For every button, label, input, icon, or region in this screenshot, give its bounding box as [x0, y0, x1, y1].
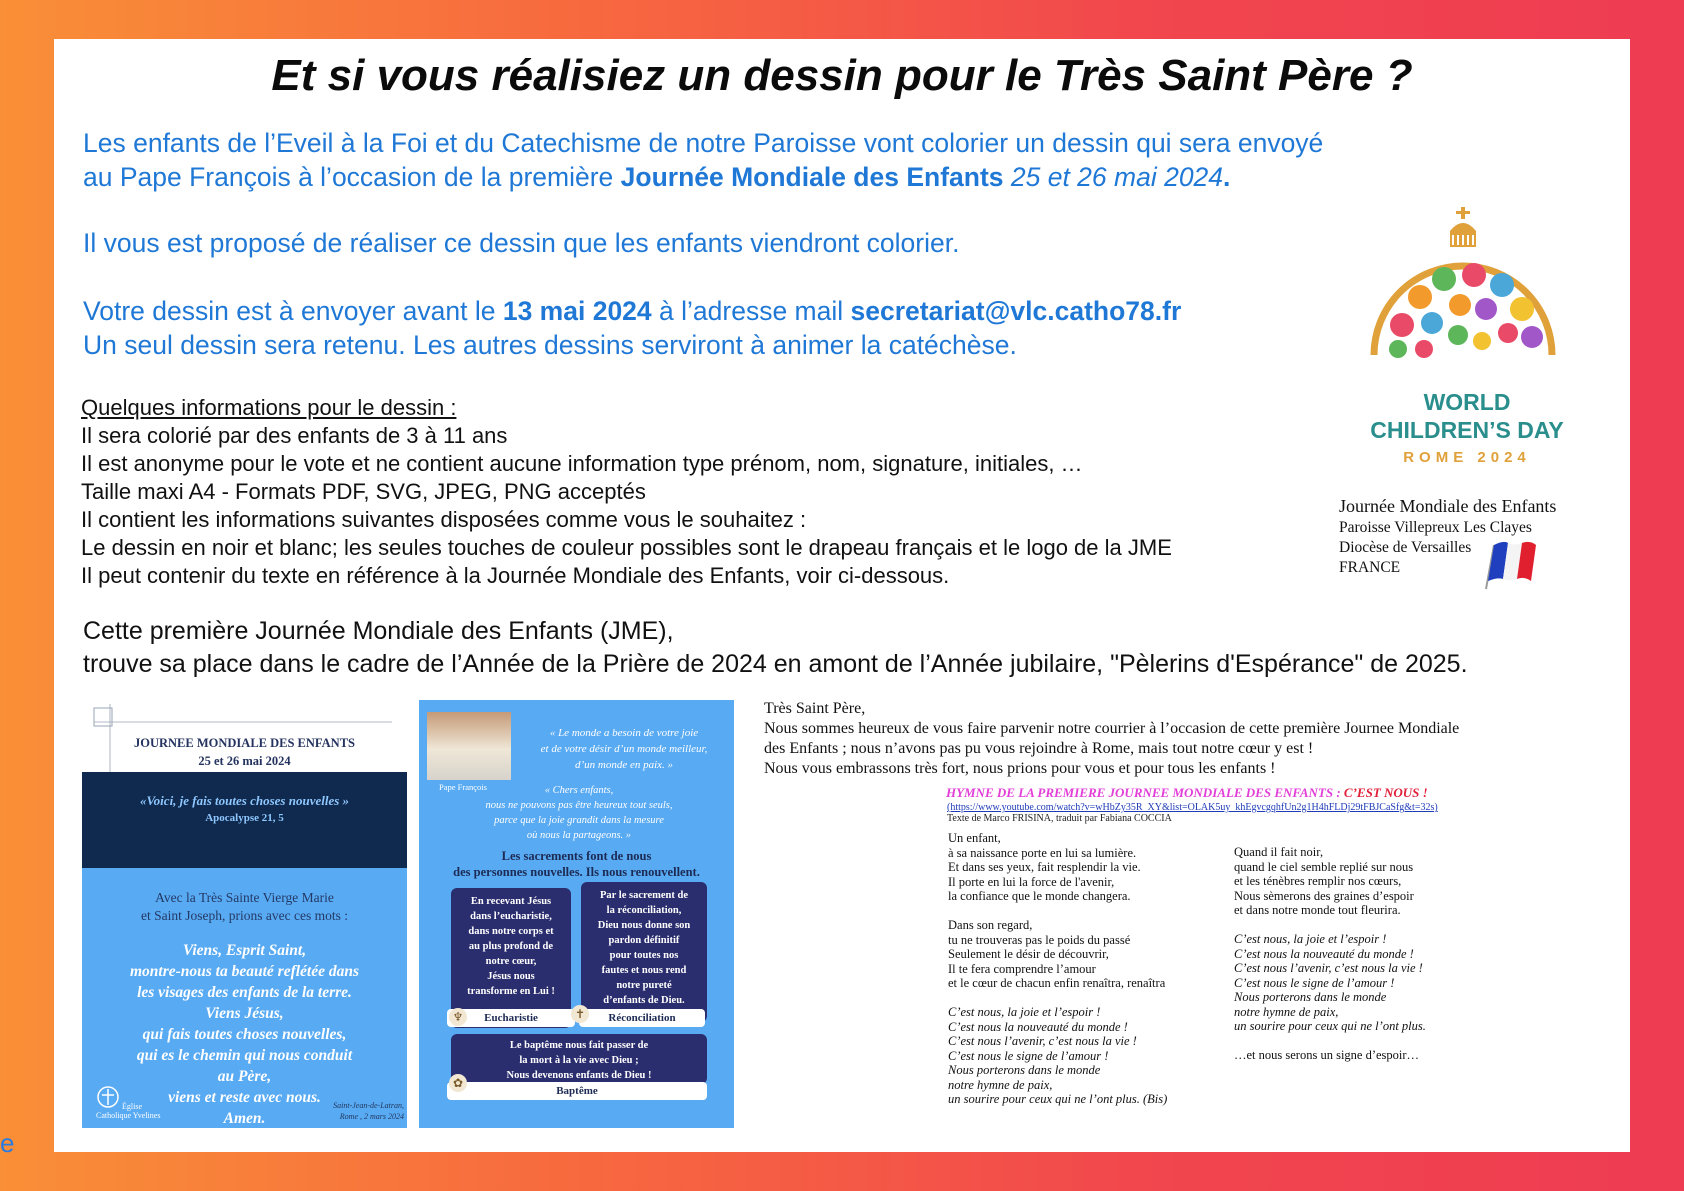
chorus-line: notre hymne de paix,: [948, 1077, 1053, 1092]
reconciliation-box: [581, 882, 707, 1022]
letter-line: Nous sommes heureux de vous faire parvenir notre courrier à l’occasion de cette première Journee Mondiale: [764, 720, 1460, 737]
hymn-ending: …et nous serons un signe d’espoir…: [1234, 1048, 1420, 1062]
verse-line: et le cœur de chacun enfin renaîtra, renaîtra: [948, 976, 1166, 990]
intro-event-date: 25 et 26 mai 2024: [1003, 162, 1224, 192]
verse-line: Quand il fait noir,: [1234, 845, 1324, 859]
pope-quote-1: [509, 725, 734, 773]
card1-reference: Apocalypse 21, 5: [205, 812, 284, 824]
chorus-line: C’est nous le signe de l’amour !: [1234, 975, 1395, 990]
info-item: Il contient les informations suivantes disposées comme vous le souhaitez :: [81, 507, 807, 532]
card1-quote: «Voici, je fais toutes choses nouvelles »: [139, 793, 350, 808]
chalice-icon: ♆: [449, 1008, 467, 1026]
jme-line2: trouve sa place dans le cadre de l’Année de la Prière de 2024 en amont de l’Année jubilaire, "Pèlerins d'Espérance" de 2025.: [83, 650, 1468, 678]
box-line: Le baptême nous fait passer de: [509, 1040, 649, 1051]
chorus-line: C’est nous l’avenir, c’est nous la vie !: [1234, 961, 1423, 975]
box-line: au plus profond de: [468, 941, 554, 952]
address-line4: FRANCE: [1339, 559, 1401, 576]
prayer-line: viens et reste avec nous.: [168, 1089, 321, 1106]
verse-line: Il porte en lui la force de l'avenir,: [948, 874, 1115, 889]
chorus-line: Nous porterons dans le monde: [1234, 990, 1387, 1004]
edge-fragment: e: [0, 1128, 15, 1158]
chorus-line: un sourire pour ceux qui ne l’ont plus.: [1234, 1019, 1426, 1033]
jme-line1: Cette première Journée Mondiale des Enfants (JME),: [83, 617, 674, 645]
box-line: Jésus nous: [487, 971, 535, 982]
deadline-middle: à l’adresse mail: [651, 296, 851, 326]
chorus-line: C’est nous l’avenir, c’est nous la vie !: [948, 1034, 1137, 1048]
heading-line: Les sacrements font de nous: [501, 849, 652, 863]
jme-context: [83, 615, 1468, 681]
quote-line: « Chers enfants,: [544, 785, 614, 796]
card1-title: JOURNEE MONDIALE DES ENFANTS: [134, 736, 355, 750]
card1-footer-line: Rome , 2 mars 2024: [339, 1112, 404, 1121]
letter-line: des Enfants ; nous n’avons pas pu vous rejoindre à Rome, mais tout notre cœur y est !: [764, 740, 1314, 757]
card1-intro: [82, 889, 407, 925]
photo-caption: Pape François: [439, 782, 487, 792]
diocese-logo-text: Église Catholique Yvelines: [96, 1102, 161, 1120]
quote-line: d’un monde en paix. »: [574, 759, 674, 771]
address-line3: Diocèse de Versailles: [1339, 539, 1472, 556]
quote-line: nous ne pouvons pas être heureux tout seuls,: [485, 800, 673, 811]
box-line: transforme en Lui !: [467, 986, 555, 997]
chorus-line: un sourire pour ceux qui ne l’ont plus. (Bis): [948, 1092, 1168, 1106]
quote-line: où nous la partageons. »: [526, 830, 632, 841]
hymn-title-text: HYMNE DE LA PREMIERE JOURNEE MONDIALE DES ENFANTS :: [946, 785, 1344, 800]
info-item: Il sera colorié par des enfants de 3 à 11 ans: [81, 423, 508, 448]
diocese-logo: [96, 1085, 166, 1120]
baptism-box: [451, 1034, 707, 1084]
box-line: dans l’eucharistie,: [470, 911, 552, 922]
info-heading: Quelques informations pour le dessin :: [81, 395, 457, 420]
letter-line: Très Saint Père,: [764, 700, 866, 717]
box-line: En recevant Jésus: [470, 896, 552, 907]
eucharist-label: Eucharistie: [447, 1009, 575, 1027]
prayer-card: [82, 700, 407, 1128]
eucharist-box: [451, 888, 571, 1028]
hymn-credit: Texte de Marco FRISINA, traduit par Fabiana COCCIA: [947, 813, 1172, 824]
box-line: la réconciliation,: [606, 905, 682, 916]
hymn-column-1: [948, 831, 1167, 1107]
reconciliation-label: Réconciliation: [579, 1009, 705, 1027]
verse-line: Et dans ses yeux, fait resplendir la vie.: [948, 860, 1141, 874]
chorus-line: C’est nous la nouveauté du monde !: [948, 1019, 1128, 1034]
deadline-start: Votre dessin est à envoyer avant le: [83, 296, 503, 326]
logo-word-1: WORLD: [1423, 389, 1511, 415]
verse-line: Seulement le désir de découvrir,: [948, 947, 1109, 961]
cross-icon: ✝: [571, 1005, 589, 1023]
intro-event-name: Journée Mondiale des Enfants: [620, 162, 1004, 192]
intro-line1: Les enfants de l’Eveil à la Foi et du Catechisme de notre Paroisse vont colorier un dessin qui sera envoyé: [83, 128, 1324, 158]
hymn-column-2: [1234, 845, 1426, 1063]
sacraments-heading: [419, 848, 734, 880]
chorus-line: C’est nous, la joie et l’espoir !: [1234, 932, 1387, 946]
address-line1: Journée Mondiale des Enfants: [1339, 496, 1557, 516]
box-line: pour toutes nos: [609, 950, 679, 961]
prayer-line: qui es le chemin qui nous conduit: [136, 1047, 353, 1064]
proposal-text: Il vous est proposé de réaliser ce dessin que les enfants viendront colorier.: [83, 228, 960, 258]
verse-line: Il te fera comprendre l’amour: [948, 961, 1096, 976]
pope-quote-2: [439, 783, 719, 843]
verse-line: à sa naissance porte en lui sa lumière.: [948, 845, 1137, 860]
info-item: Il est anonyme pour le vote et ne contient aucune information type prénom, nom, signature, initiales, …: [81, 451, 1083, 476]
box-line: Dieu nous donne son: [597, 920, 691, 931]
deadline-line2: Un seul dessin sera retenu. Les autres dessins serviront à animer la catéchèse.: [83, 330, 1017, 360]
shell-icon: ✿: [449, 1074, 467, 1092]
chorus-line: C’est nous, la joie et l’espoir !: [948, 1005, 1101, 1019]
verse-line: Nous sèmerons des graines d’espoir: [1234, 888, 1414, 903]
info-list: [81, 394, 1172, 590]
card1-footer: [294, 1100, 404, 1122]
verse-line: et dans notre monde tout fleurira.: [1234, 903, 1401, 917]
verse-line: Un enfant,: [948, 831, 1001, 845]
verse-line: la confiance que le monde changera.: [948, 889, 1131, 903]
quote-line: parce que la joie grandit dans la mesure: [494, 815, 664, 826]
box-line: la mort à la vie avec Dieu ;: [519, 1055, 639, 1066]
box-line: notre cœur,: [485, 956, 537, 967]
chorus-line: C’est nous la nouveauté du monde !: [1234, 946, 1414, 961]
box-line: notre pureté: [616, 980, 672, 991]
info-item: Taille maxi A4 - Formats PDF, SVG, JPEG, PNG acceptés: [81, 479, 646, 504]
card1-date: 25 et 26 mai 2024: [198, 754, 291, 768]
heading-line: des personnes nouvelles. Ils nous renouvellent.: [453, 865, 700, 879]
logo-word-3: ROME 2024: [1403, 449, 1531, 466]
verse-line: Dans son regard,: [948, 918, 1033, 932]
prayer-line: au Père,: [217, 1068, 272, 1085]
chorus-line: C’est nous le signe de l’amour !: [948, 1048, 1109, 1063]
pope-photo: [427, 712, 511, 780]
prayer-line: qui fais toutes choses nouvelles,: [142, 1026, 347, 1043]
prayer-line: Viens Jésus,: [205, 1005, 284, 1022]
verse-line: quand le ciel semble replié sur nous: [1234, 859, 1414, 874]
prayer-line: Amen.: [223, 1110, 266, 1127]
hymn-title-highlight: C’EST NOUS !: [1343, 785, 1428, 800]
deadline-date: 13 mai 2024: [502, 296, 652, 326]
french-flag-icon: [1484, 535, 1542, 591]
box-line: d’enfants de Dieu.: [603, 995, 685, 1006]
chorus-line: Nous porterons dans le monde: [948, 1063, 1101, 1077]
info-item: Le dessin en noir et blanc; les seules touches de couleur possibles sont le drapeau français et le logo de la JME: [81, 535, 1172, 560]
box-line: dans notre corps et: [468, 926, 554, 937]
diocese-logo-icon: [96, 1085, 120, 1109]
world-childrens-day-logo: [1362, 205, 1572, 475]
chorus-line: notre hymne de paix,: [1234, 1004, 1339, 1019]
verse-line: tu ne trouveras pas le poids du passé: [948, 932, 1131, 947]
box-line: Par le sacrement de: [600, 890, 688, 901]
quote-line: et de votre désir d’un monde meilleur,: [540, 743, 708, 755]
quote-line: « Le monde a besoin de votre joie: [549, 727, 699, 739]
box-line: fautes et nous rend: [601, 965, 687, 976]
hands-dome-icon: [1362, 205, 1572, 385]
email-address[interactable]: secretariat@vlc.catho78.fr: [850, 296, 1182, 326]
verse-line: et les ténèbres remplir nos cœurs,: [1234, 874, 1402, 888]
letter-line: Nous vous embrassons très fort, nous prions pour vous et pour tous les enfants !: [764, 760, 1276, 777]
intro-line2-start: au Pape François à l’occasion de la première: [83, 162, 621, 192]
flyer-sheet: [54, 39, 1630, 1152]
letter-to-pope: [764, 699, 1524, 779]
page-title: Et si vous réalisiez un dessin pour le Très Saint Père ?: [271, 51, 1413, 100]
hymn-video-link[interactable]: (https://www.youtube.com/watch?v=wHbZy35R_XY&list=OLAK5uy_khEgvcgqhfUn2g1H4hFLDj29tFBJCaSfg&t=32s): [947, 802, 1438, 813]
intro-period: .: [1223, 162, 1231, 192]
prayer-line: montre-nous ta beauté reflétée dans: [129, 963, 360, 980]
sacraments-card: [419, 700, 734, 1128]
deadline-paragraph: [83, 294, 1403, 362]
hymn-title: [946, 785, 1428, 801]
card1-intro-line: et Saint Joseph, prions avec ces mots :: [141, 908, 348, 923]
box-line: pardon définitif: [608, 935, 680, 946]
logo-word-2: CHILDREN’S DAY: [1370, 417, 1564, 443]
prayer-line: les visages des enfants de la terre.: [137, 984, 352, 1001]
intro-paragraph: [83, 126, 1463, 194]
prayer-line: Viens, Esprit Saint,: [182, 942, 307, 959]
box-line: Nous devenons enfants de Dieu !: [506, 1070, 652, 1081]
card1-footer-line: Saint-Jean-de-Latran,: [333, 1101, 404, 1110]
baptism-label: Baptême: [447, 1082, 707, 1100]
info-item: Il peut contenir du texte en référence à la Journée Mondiale des Enfants, voir ci-dessous.: [81, 563, 950, 588]
card1-intro-line: Avec la Très Sainte Vierge Marie: [155, 890, 334, 905]
address-line2: Paroisse Villepreux Les Clayes: [1339, 519, 1532, 536]
